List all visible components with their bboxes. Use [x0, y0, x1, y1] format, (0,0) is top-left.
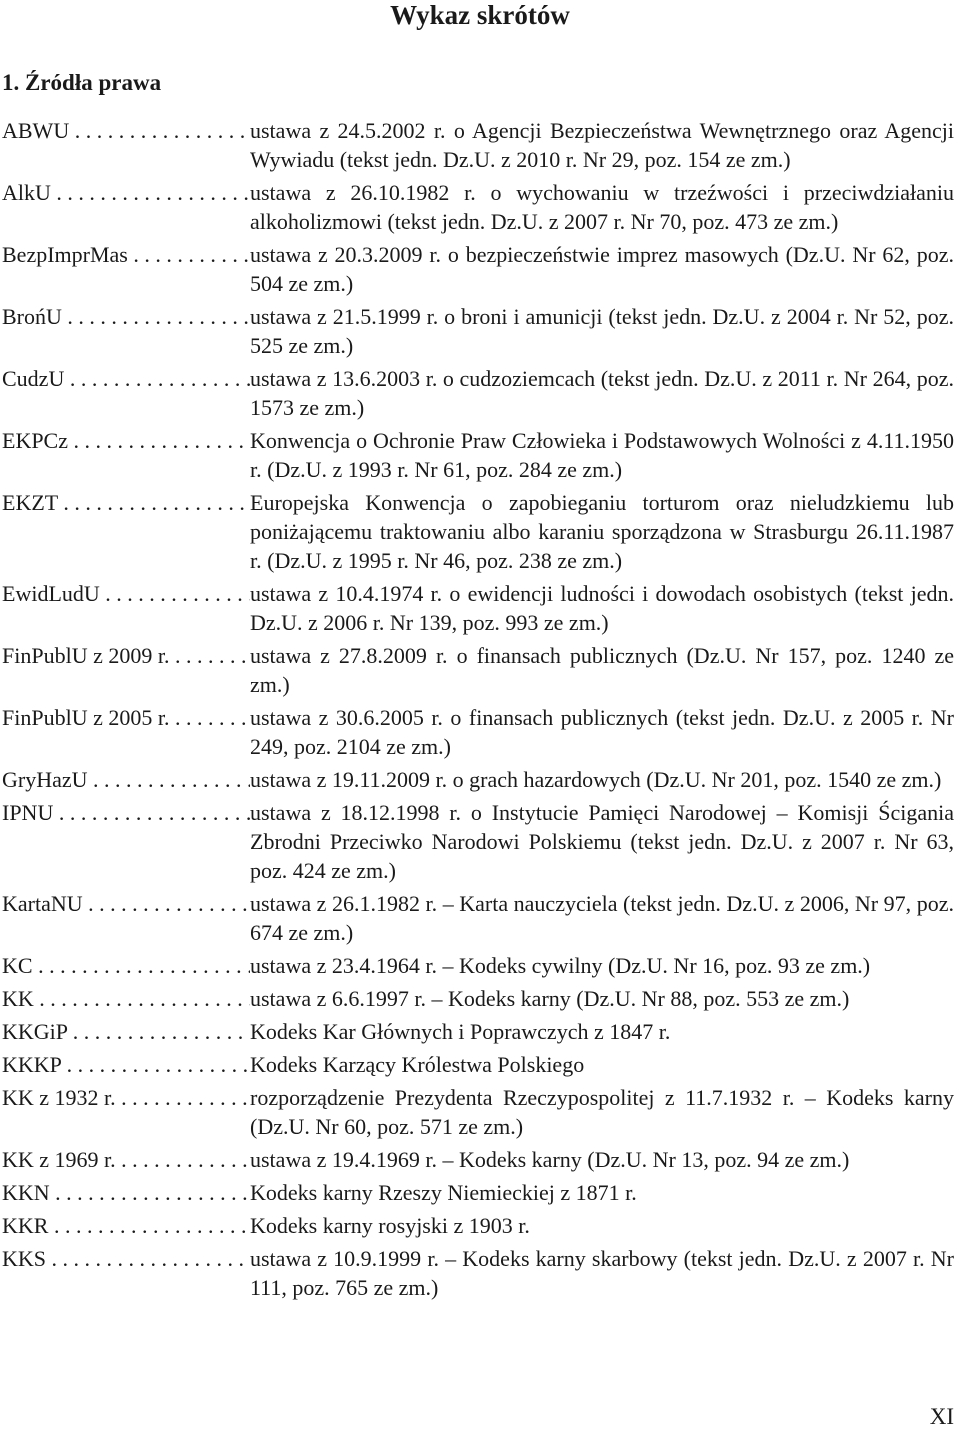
abbreviation [0, 798, 250, 885]
list-item [0, 641, 960, 699]
abbreviation [0, 1083, 250, 1141]
abbreviation-description: ustawa z 20.3.2009 r. o bezpieczeństwie imprez masowych (Dz.U. Nr 62, poz. 504 ze zm.) [250, 242, 954, 296]
abbreviation-description: rozporządzenie Prezydenta Rzeczypospolitej z 11.7.1932 r. – Kodeks karny (Dz.U. Nr 60, poz. 571 ze zm.) [250, 1085, 954, 1139]
list-item [0, 488, 960, 575]
list-item [0, 1211, 960, 1240]
list-item [0, 1083, 960, 1141]
list-item [0, 426, 960, 484]
abbreviation [0, 1211, 250, 1240]
section-heading: 1. Źródła prawa [2, 70, 162, 95]
abbreviation [0, 984, 250, 1013]
abbreviation-text: EwidLudU [2, 581, 100, 606]
abbreviation [0, 765, 250, 794]
abbreviation [0, 1050, 250, 1079]
abbreviation-text: IPNU [2, 800, 54, 825]
abbreviation-description: ustawa z 30.6.2005 r. o finansach publicznych (tekst jedn. Dz.U. z 2005 r. Nr 249, poz. 2104 ze zm.) [250, 705, 954, 759]
list-item [0, 1145, 960, 1174]
abbreviation-text: ABWU [2, 118, 70, 143]
list-item [0, 1178, 960, 1207]
abbreviation-text: FinPublU z 2005 r. [2, 705, 170, 730]
abbreviation-description: ustawa z 27.8.2009 r. o finansach publicznych (Dz.U. Nr 157, poz. 1240 ze zm.) [250, 643, 954, 697]
abbreviation-text: KartaNU [2, 891, 83, 916]
abbreviation-text: KK z 1969 r. [2, 1147, 116, 1172]
abbreviation-description: ustawa z 6.6.1997 r. – Kodeks karny (Dz.U. Nr 88, poz. 553 ze zm.) [250, 986, 850, 1011]
list-item [0, 1017, 960, 1046]
abbreviation [0, 1145, 250, 1174]
abbreviation-description: ustawa z 19.4.1969 r. – Kodeks karny (Dz.U. Nr 13, poz. 94 ze zm.) [250, 1147, 850, 1172]
abbreviation [0, 1178, 250, 1207]
abbreviation [0, 116, 250, 174]
abbreviation-description: Kodeks karny Rzeszy Niemieckiej z 1871 r. [250, 1180, 637, 1205]
page-number: XI [929, 1404, 954, 1429]
abbreviation-text: AlkU [2, 180, 51, 205]
abbreviation-description: ustawa z 24.5.2002 r. o Agencji Bezpieczeństwa Wewnętrznego oraz Agencji Wywiadu (tekst jedn. Dz.U. z 2010 r. Nr 29, poz. 154 ze zm.) [250, 118, 954, 172]
abbreviation-description: Kodeks Kar Głównych i Poprawczych z 1847 r. [250, 1019, 671, 1044]
abbreviation [0, 364, 250, 422]
abbreviation-description: ustawa z 18.12.1998 r. o Instytucie Pamięci Narodowej – Komisji Ścigania Zbrodni Przeciwko Narodowi Polskiemu (tekst jedn. Dz.U. z 2007 r. Nr 63, poz. 424 ze zm.) [250, 800, 954, 883]
abbreviation-description: Europejska Konwencja o zapobieganiu torturom oraz nieludzkiemu lub poniżającemu traktowaniu albo karaniu sporządzona w Strasburgu 26.11.1987 r. (Dz.U. z 1995 r. Nr 46, poz. 238 ze zm.) [250, 490, 954, 573]
abbreviation-description: Konwencja o Ochronie Praw Człowieka i Podstawowych Wolności z 4.11.1950 r. (Dz.U. z 1993 r. Nr 61, poz. 284 ze zm.) [250, 428, 954, 482]
abbreviation-text: KKR [2, 1213, 49, 1238]
list-item [0, 178, 960, 236]
abbreviation-description: ustawa z 26.10.1982 r. o wychowaniu w trzeźwości i przeciwdziałaniu alkoholizmowi (tekst jedn. Dz.U. z 2007 r. Nr 70, poz. 473 ze zm.) [250, 180, 954, 234]
list-item [0, 1244, 960, 1302]
abbreviation-description: ustawa z 19.11.2009 r. o grach hazardowych (Dz.U. Nr 201, poz. 1540 ze zm.) [250, 767, 942, 792]
list-item [0, 765, 960, 794]
list-item [0, 364, 960, 422]
abbreviation-description: ustawa z 13.6.2003 r. o cudzoziemcach (tekst jedn. Dz.U. z 2011 r. Nr 264, poz. 1573 ze zm.) [250, 366, 954, 420]
abbreviation-description: ustawa z 26.1.1982 r. – Karta nauczyciela (tekst jedn. Dz.U. z 2006, Nr 97, poz. 674 ze zm.) [250, 891, 954, 945]
abbreviation-text: EKZT [2, 490, 58, 515]
abbreviation [0, 641, 250, 699]
abbreviation-description: ustawa z 21.5.1999 r. o broni i amunicji (tekst jedn. Dz.U. z 2004 r. Nr 52, poz. 525 ze zm.) [250, 304, 954, 358]
abbreviation-text: FinPublU z 2009 r. [2, 643, 170, 668]
abbreviation-description: Kodeks Karzący Królestwa Polskiego [250, 1052, 585, 1077]
abbreviation-text: KKN [2, 1180, 50, 1205]
abbreviation [0, 889, 250, 947]
abbreviation-description: ustawa z 10.4.1974 r. o ewidencji ludności i dowodach osobistych (tekst jedn. Dz.U. z 2006 r. Nr 139, poz. 993 ze zm.) [250, 581, 954, 635]
abbreviation-text: KKGiP [2, 1019, 68, 1044]
abbreviation-description: ustawa z 10.9.1999 r. – Kodeks karny skarbowy (tekst jedn. Dz.U. z 2007 r. Nr 111, poz. 765 ze zm.) [250, 1246, 954, 1300]
list-item [0, 703, 960, 761]
list-item [0, 1050, 960, 1079]
list-item [0, 240, 960, 298]
list-item [0, 116, 960, 174]
list-item [0, 951, 960, 980]
abbreviation-description: ustawa z 23.4.1964 r. – Kodeks cywilny (Dz.U. Nr 16, poz. 93 ze zm.) [250, 953, 871, 978]
list-item [0, 984, 960, 1013]
abbreviation [0, 951, 250, 980]
abbreviation-text: EKPCz [2, 428, 68, 453]
abbreviation-text: GryHazU [2, 767, 88, 792]
list-item [0, 579, 960, 637]
abbreviation-text: KC [2, 953, 33, 978]
abbreviation [0, 302, 250, 360]
abbreviation-text: BezpImprMas [2, 242, 128, 267]
abbreviation-text: KK z 1932 r. [2, 1085, 116, 1110]
abbreviation [0, 426, 250, 484]
abbreviation [0, 240, 250, 298]
list-item [0, 798, 960, 885]
abbreviation-text: CudzU [2, 366, 65, 391]
abbreviation-list [0, 116, 960, 1306]
page-title: Wykaz skrótów [390, 0, 570, 30]
abbreviation [0, 1017, 250, 1046]
list-item [0, 302, 960, 360]
abbreviation-text: KK [2, 986, 34, 1011]
abbreviation-text: BrońU [2, 304, 62, 329]
abbreviation-text: KKS [2, 1246, 47, 1271]
list-item [0, 889, 960, 947]
abbreviation [0, 1244, 250, 1302]
abbreviation-text: KKKP [2, 1052, 62, 1077]
abbreviation [0, 178, 250, 236]
abbreviation [0, 488, 250, 575]
abbreviation-description: Kodeks karny rosyjski z 1903 r. [250, 1213, 530, 1238]
abbreviation [0, 703, 250, 761]
abbreviation [0, 579, 250, 637]
